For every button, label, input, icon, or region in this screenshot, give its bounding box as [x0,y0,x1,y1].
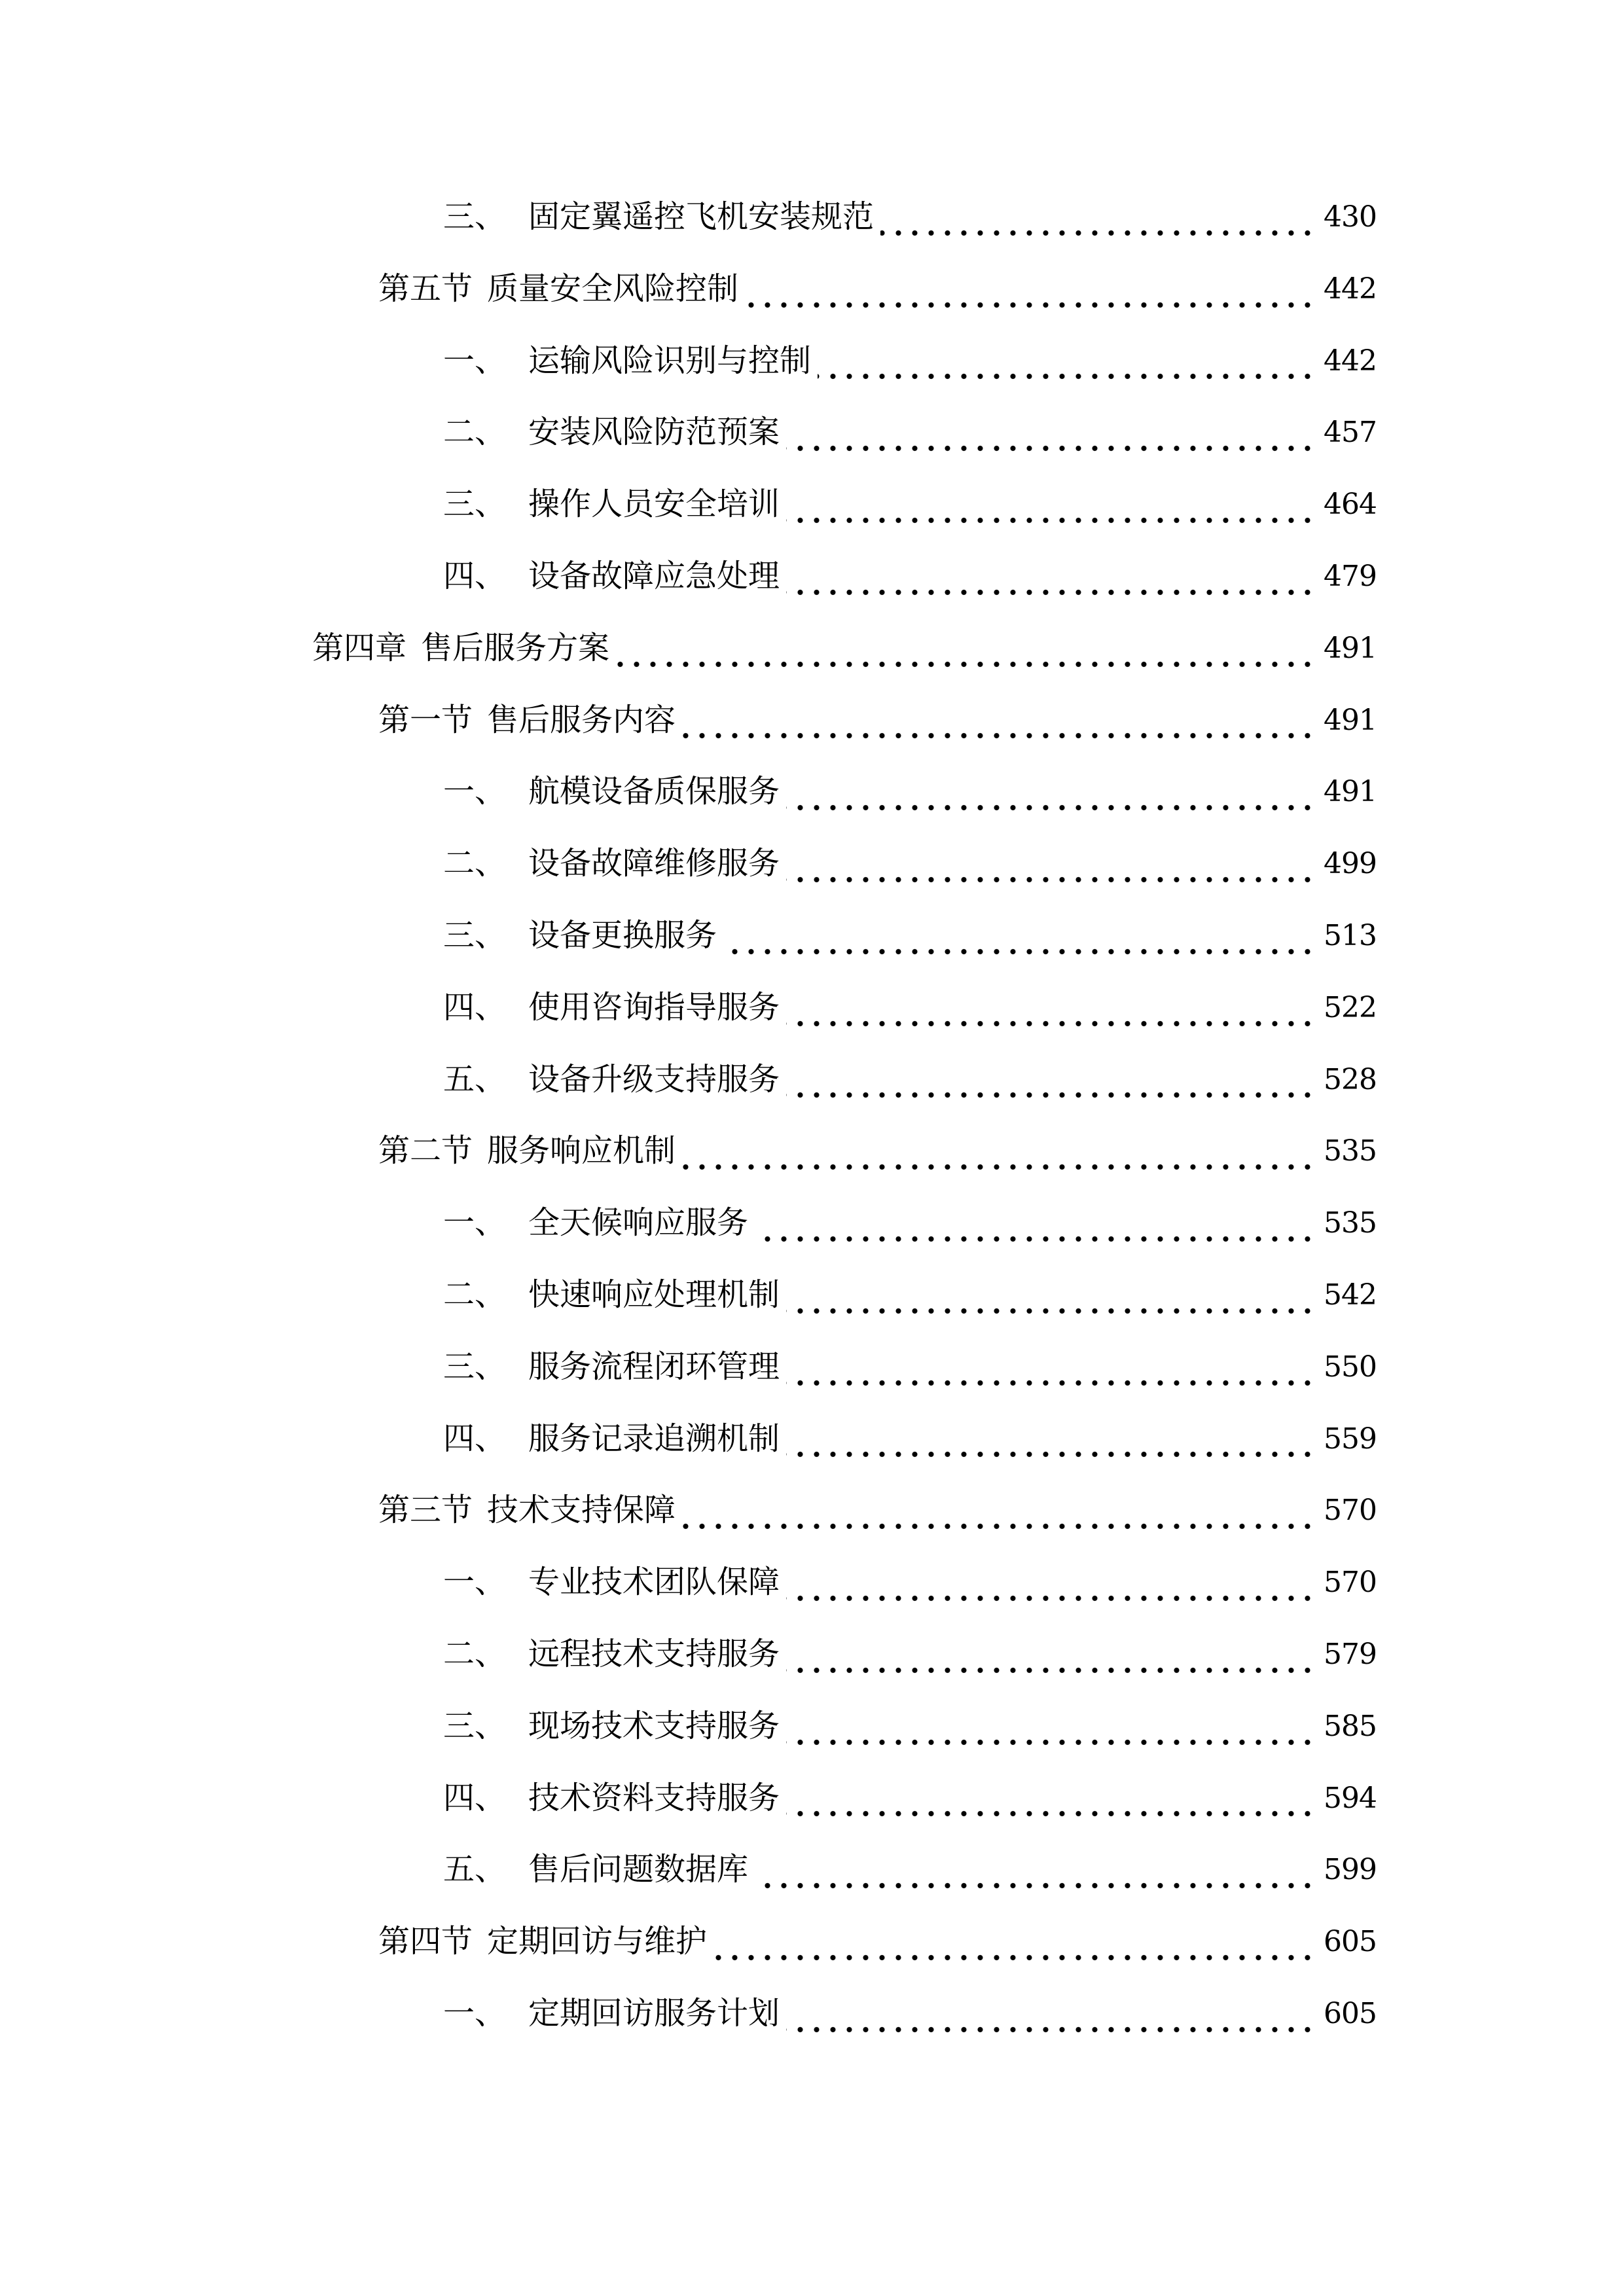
toc-entry-page: 579 [1324,1637,1377,1671]
dot-leader [616,637,1316,668]
toc-entry-number: 一、 [443,773,507,810]
dot-leader [723,924,1316,956]
dot-leader [786,421,1316,452]
toc-entry[interactable] [0,1187,1624,1259]
toc-entry-title: 航模设备质保服务 [528,773,780,810]
dot-leader [786,565,1316,596]
toc-entry-page: 513 [1324,918,1377,952]
toc-entry[interactable] [0,1403,1624,1475]
toc-entry-number: 四、 [443,1779,507,1816]
toc-entry-title: 售后服务内容 [487,701,676,738]
toc-entry-number: 四、 [443,557,507,594]
toc-entry-title: 服务流程闭环管理 [528,1348,780,1385]
toc-entry-number: 二、 [443,1635,507,1672]
toc-entry-page: 442 [1324,344,1377,378]
toc-entry-title: 售后服务方案 [421,629,610,666]
toc-entry-page: 430 [1324,200,1377,234]
dot-leader [786,780,1316,812]
dot-leader [786,1643,1316,1674]
dot-leader [786,1427,1316,1458]
toc-entry-number: 二、 [443,1276,507,1313]
toc-entry[interactable] [0,1834,1624,1906]
dot-leader [745,278,1316,309]
toc-entry-number: 一、 [443,1564,507,1601]
toc-entry-title: 操作人员安全培训 [528,486,780,523]
toc-entry-number: 一、 [443,342,507,379]
toc-entry-title: 技术资料支持服务 [528,1779,780,1816]
toc-entry-page: 585 [1324,1709,1377,1743]
toc-entry-page: 491 [1324,775,1377,809]
toc-entry[interactable] [0,325,1624,397]
toc-entry-page: 570 [1324,1566,1377,1600]
toc-entry-number: 四、 [443,1420,507,1457]
toc-entry-title: 专业技术团队保障 [528,1564,780,1601]
toc-entry-title: 远程技术支持服务 [528,1635,780,1672]
toc-entry-page: 464 [1324,488,1377,522]
toc-entry-page: 491 [1324,703,1377,737]
dot-leader [786,493,1316,524]
toc-entry-title: 设备故障应急处理 [528,557,780,594]
toc-entry-page: 442 [1324,272,1377,306]
dot-leader [786,996,1316,1028]
toc-entry-page: 528 [1324,1062,1377,1096]
toc-entry-number: 二、 [443,845,507,882]
toc-entry-number: 三、 [443,1707,507,1744]
dot-leader [786,1355,1316,1387]
toc-entry[interactable] [0,900,1624,972]
toc-entry-page: 599 [1324,1853,1377,1887]
toc-entry-title: 定期回访与维护 [487,1923,708,1960]
toc-entry[interactable] [0,1115,1624,1187]
dot-leader [786,852,1316,884]
toc-entry-number: 五、 [443,1851,507,1888]
toc-entry-number: 第一节 [378,701,473,738]
toc-entry[interactable] [0,1259,1624,1331]
toc-entry-page: 499 [1324,847,1377,881]
toc-entry[interactable] [0,1547,1624,1619]
toc-entry-number: 第二节 [378,1132,473,1170]
toc-entry[interactable] [0,1044,1624,1116]
toc-entry-page: 570 [1324,1494,1377,1528]
toc-entry-page: 535 [1324,1206,1377,1240]
dot-leader [786,1283,1316,1315]
toc-entry-title: 售后问题数据库 [528,1851,749,1888]
toc-entry-title: 全天候响应服务 [528,1204,749,1242]
toc-entry[interactable] [0,1331,1624,1403]
toc-entry-title: 定期回访服务计划 [528,1994,780,2032]
toc-entry-title: 设备升级支持服务 [528,1060,780,1098]
toc-entry[interactable] [0,972,1624,1044]
toc-entry-title: 质量安全风险控制 [487,270,739,307]
toc-entry-number: 三、 [443,198,507,235]
toc-entry-number: 第四章 [312,629,407,666]
dot-leader [786,1067,1316,1099]
toc-entry-title: 使用咨询指导服务 [528,988,780,1026]
toc-entry-number: 第四节 [378,1923,473,1960]
toc-entry-number: 三、 [443,916,507,954]
toc-entry[interactable] [0,1475,1624,1547]
dot-leader [713,1930,1316,1962]
toc-entry-page: 479 [1324,559,1377,593]
dot-leader [880,206,1316,237]
toc-entry[interactable] [0,828,1624,900]
toc-entry-title: 设备更换服务 [528,916,717,954]
toc-entry[interactable] [0,253,1624,325]
toc-entry-title: 设备故障维修服务 [528,845,780,882]
toc-entry-page: 535 [1324,1134,1377,1168]
toc-entry[interactable] [0,397,1624,469]
toc-entry-number: 第三节 [378,1492,473,1529]
dot-leader [682,1139,1316,1171]
toc-entry[interactable] [0,756,1624,828]
toc-entry-page: 491 [1324,631,1377,665]
toc-entry-number: 五、 [443,1060,507,1098]
dot-leader [682,1499,1316,1530]
dot-leader [755,1211,1316,1243]
toc-entry-page: 550 [1324,1350,1377,1384]
dot-leader [786,1786,1316,1818]
toc-entry[interactable] [0,1763,1624,1835]
toc-entry[interactable] [0,685,1624,757]
toc-entry-title: 快速响应处理机制 [528,1276,780,1313]
dot-leader [786,1571,1316,1602]
toc-entry-title: 固定翼遥控飞机安装规范 [528,198,875,235]
dot-leader [818,349,1316,380]
table-of-contents [0,181,1624,2050]
toc-entry-page: 542 [1324,1278,1377,1312]
toc-entry-number: 第五节 [378,270,473,307]
toc-entry-title: 技术支持保障 [487,1492,676,1529]
toc-entry[interactable] [0,181,1624,253]
dot-leader [755,1858,1316,1890]
toc-entry-page: 605 [1324,1925,1377,1959]
toc-entry-number: 四、 [443,988,507,1026]
toc-entry-number: 一、 [443,1204,507,1242]
toc-entry-chapter[interactable] [0,613,1624,685]
toc-entry-page: 594 [1324,1781,1377,1815]
toc-entry[interactable] [0,469,1624,541]
toc-entry-number: 一、 [443,1994,507,2032]
toc-entry-title: 安装风险防范预案 [528,414,780,451]
toc-entry-title: 运输风险识别与控制 [528,342,812,379]
toc-entry-title: 服务响应机制 [487,1132,676,1170]
toc-entry[interactable] [0,1978,1624,2050]
toc-entry-title: 现场技术支持服务 [528,1707,780,1744]
toc-entry-page: 522 [1324,990,1377,1024]
toc-entry-page: 457 [1324,416,1377,450]
toc-entry-number: 二、 [443,414,507,451]
toc-entry-number: 三、 [443,486,507,523]
dot-leader [786,1715,1316,1746]
toc-entry[interactable] [0,1906,1624,1978]
toc-entry[interactable] [0,541,1624,613]
dot-leader [682,708,1316,740]
dot-leader [786,2002,1316,2034]
toc-entry[interactable] [0,1619,1624,1691]
toc-entry-title: 服务记录追溯机制 [528,1420,780,1457]
toc-entry-page: 559 [1324,1422,1377,1456]
toc-entry-number: 三、 [443,1348,507,1385]
toc-entry[interactable] [0,1691,1624,1763]
toc-entry-page: 605 [1324,1996,1377,2030]
